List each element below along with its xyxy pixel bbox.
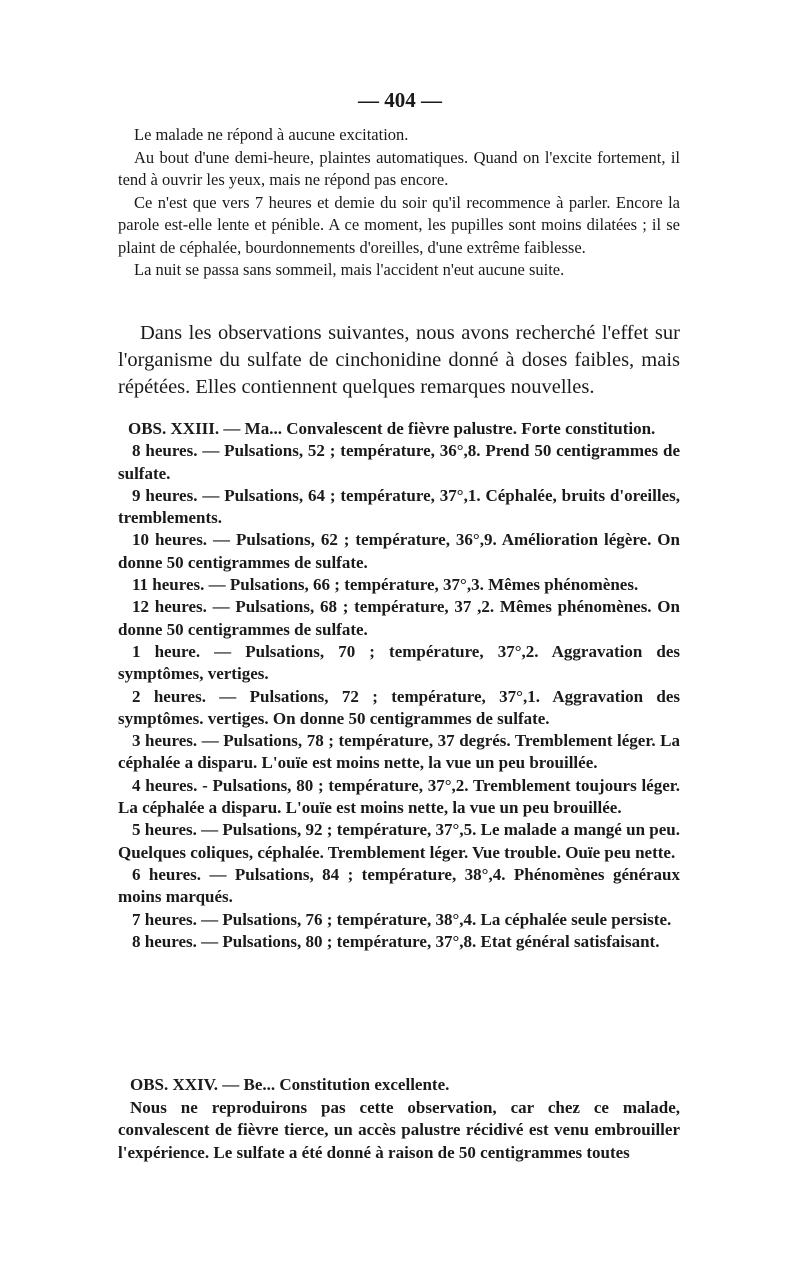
paragraph: La nuit se passa sans sommeil, mais l'accident n'eut aucune suite.: [134, 260, 565, 279]
observation-entry: 9 heures. — Pulsations, 64 ; température, 37°,1. Céphalée, bruits d'oreilles, tremblements.: [118, 485, 680, 528]
observation-heading: OBS. XXIV. — Be... Constitution excellente.: [130, 1075, 450, 1094]
observation-xxiv: [118, 1074, 680, 1164]
paragraph: Ce n'est que vers 7 heures et demie du soir qu'il recommence à parler. Encore la parole est-elle lente et pénible. A ce moment, les pupilles sont moins dilatées ; il se plaint de céphalée, bourdonnements d'oreilles, d'une extrême faiblesse.: [118, 192, 680, 257]
paragraph: Au bout d'une demi-heure, plaintes automatiques. Quand on l'excite fortement, il tend à ouvrir les yeux, mais ne répond pas encore.: [118, 147, 680, 189]
paragraph: Le malade ne répond à aucune excitation.: [134, 125, 409, 144]
observation-entry: 1 heure. — Pulsations, 70 ; température, 37°,2. Aggravation des symptômes, vertiges.: [118, 641, 680, 684]
observation-entry: 5 heures. — Pulsations, 92 ; température, 37°,5. Le malade a mangé un peu. Quelques coliques, céphalée. Tremblement léger. Vue trouble. Ouïe peu nette.: [118, 820, 680, 862]
paragraph: Nous ne reproduirons pas cette observation, car chez ce malade, convalescent de fièvre tierce, un accès palustre récidivé est venu embrouiller l'expérience. Le sulfate a été donné à raison de 50 centigrammes toutes: [118, 1097, 680, 1162]
observation-heading: OBS. XXIII. — Ma... Convalescent de fièvre palustre. Forte constitution.: [128, 419, 656, 438]
observation-entry: 11 heures. — Pulsations, 66 ; température, 37°,3. Mêmes phénomènes.: [132, 575, 639, 595]
opening-paragraphs: [118, 124, 680, 282]
observation-entry: 10 heures. — Pulsations, 62 ; température, 36°,9. Amélioration légère. On donne 50 centigrammes de sulfate.: [118, 530, 680, 572]
observation-entry: 8 heures. — Pulsations, 80 ; température, 37°,8. Etat général satisfaisant.: [132, 931, 660, 951]
observation-entry: 2 heures. — Pulsations, 72 ; température, 37°,1. Aggravation des symptômes. vertiges. On donne 50 centigrammes de sulfate.: [118, 686, 680, 728]
observation-entry: 6 heures. — Pulsations, 84 ; température, 38°,4. Phénomènes généraux moins marqués.: [118, 864, 680, 907]
observation-entry: 7 heures. — Pulsations, 76 ; température, 38°,4. La céphalée seule persiste.: [132, 909, 672, 929]
paragraph: Dans les observations suivantes, nous avons recherché l'effet sur l'organisme du sulfate de cinchonidine donné à doses faibles, mais répétées. Elles contiennent quelques remarques nouvelles.: [118, 322, 680, 398]
observation-entry: 3 heures. — Pulsations, 78 ; température, 37 degrés. Tremblement léger. La céphalée a disparu. L'ouïe est moins nette, la vue un peu brouillée.: [118, 731, 680, 773]
intro-paragraph: [118, 320, 680, 401]
observation-entry: 8 heures. — Pulsations, 52 ; température, 36°,8. Prend 50 centigrammes de sulfate.: [118, 441, 680, 483]
observation-entry: 4 heures. - Pulsations, 80 ; température, 37°,2. Tremblement toujours léger. La céphalée a disparu. L'ouïe est moins nette, la vue un peu brouillée.: [118, 775, 680, 818]
observation-xxiii: [118, 418, 680, 953]
page-number: — 404 —: [358, 88, 442, 112]
observation-entry: 12 heures. — Pulsations, 68 ; température, 37 ,2. Mêmes phénomènes. On donne 50 centigrammes de sulfate.: [118, 597, 680, 639]
